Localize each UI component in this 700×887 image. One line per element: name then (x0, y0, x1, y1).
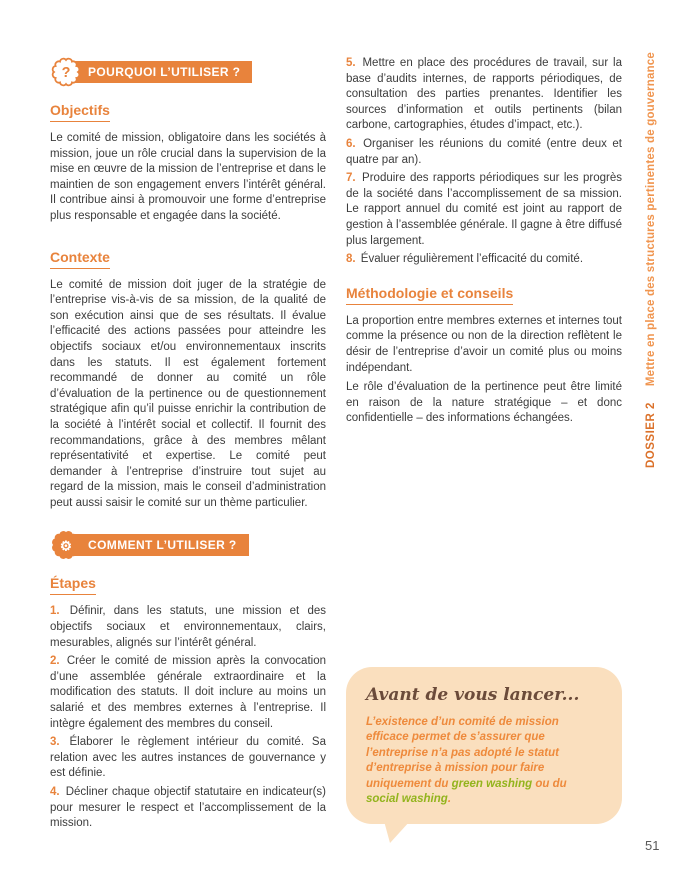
heading-objectifs: Objectifs (50, 102, 110, 122)
step-number: 5. (346, 57, 356, 69)
callout-bubble (346, 667, 622, 824)
step-number: 1. (50, 605, 60, 618)
step-item (346, 137, 622, 168)
badge-pourquoi (50, 56, 326, 88)
step-item (50, 604, 326, 651)
step-number: 3. (50, 736, 60, 749)
question-icon (50, 56, 82, 88)
step-text: Élaborer le règlement intérieur du comité. Sa relation avec les autres instances de gouvernance y est définie. (50, 736, 326, 780)
sidebar-title: Mettre en place des structures pertinentes de gouvernance (645, 51, 657, 387)
callout-text-period: . (447, 793, 452, 806)
step-text: Produire des rapports périodiques sur les progrès de la société dans l’accomplissement de sa mission. Le rapport annuel du comité est joint au rapport de gestion à l’assemblée générale. Il gagne à être diffusé plus largement. (346, 172, 623, 247)
contexte-paragraph: Le comité de mission doit juger de la stratégie de l’entreprise vis-à-vis de sa mission, de la qualité de son exécution ainsi que de ses résultats. Il évalue l’efficacité des actions passées pour atteindre les objectifs sociaux et/ou environnementaux inscrits dans les statuts. Il est également fortement recommandé de donner au comité un rôle d’évaluation de la pertinence ou de questionnement stratégique afin qu’il puisse enrichir la contribution de la société à l’intérêt social et collectif. Il fournit des recommandations, grâce à des membres mêlant représentativité et expertise. Le comité peut demander à l’entreprise d’instruire tout sujet au regard de la mission, mais le conseil d’administration peut aussi saisir le comité sur un thème particulier. (50, 278, 326, 509)
heading-contexte: Contexte (50, 249, 110, 269)
step-number: 8. (346, 253, 356, 266)
callout-title: Avant de vous lancer... (366, 684, 580, 705)
step-item (50, 735, 326, 782)
step-text: Définir, dans les statuts, une mission et des objectifs sociaux et environnementaux, clairs, mesurables, alignés sur l’intérêt général. (50, 605, 326, 649)
callout-text-middle: ou du (532, 777, 567, 790)
step-number: 7. (346, 172, 356, 185)
step-text: Décliner chaque objectif statutaire en indicateur(s) pour mesurer le respect et l’accomplissement de la mission. (50, 786, 326, 830)
left-column (50, 56, 326, 835)
step-text: Organiser les réunions du comité (entre deux et quatre par an). (346, 137, 622, 166)
step-text: Créer le comité de mission après la convocation d’une assemblée générale extraordinaire et la modification des statuts. Il doit inclure au moins un salarié et des membres externes à l’entreprise. Il intègre également des membres du conseil. (50, 655, 326, 730)
badge-comment-label: COMMENT L’UTILISER ? (73, 534, 249, 556)
gear-icon (50, 529, 82, 561)
badge-pourquoi-label: POURQUOI L’UTILISER ? (73, 61, 252, 83)
objectifs-paragraph: Le comité de mission, obligatoire dans les sociétés à mission, joue un rôle crucial dans la supervision de la mise en œuvre de la mission de l’entreprise et dans le maintien de son engagement envers l’intérêt général. Il contribue ainsi à promouvoir une forme d’entreprise plus responsable et engagée dans la société. (50, 132, 326, 222)
callout-text-lead: L’existence d’un comité de mission efficace permet de s’assurer que l’entreprise n’a pas adopté le statut d’entreprise à mission pour faire uniquement du (366, 715, 559, 790)
step-number: 6. (346, 137, 356, 150)
step-item (50, 654, 326, 732)
right-column (346, 56, 622, 835)
step-text: Mettre en place des procédures de travail, sur la base d’audits internes, de rapports périodiques, de consultation des parties prenantes. Identifier les sources d’information et outils pertinents (bilan carbone, cartographies, études d’impact, etc.). (346, 57, 622, 132)
sidebar-vertical (645, 28, 657, 468)
callout-text (366, 715, 602, 808)
step-number: 2. (50, 655, 60, 668)
badge-comment (50, 529, 326, 561)
step-item (346, 252, 622, 268)
question-glyph: ? (61, 64, 71, 81)
heading-etapes: Étapes (50, 575, 96, 595)
dossier-label: DOSSIER 2 (645, 402, 657, 468)
content-columns (50, 56, 622, 835)
gear-glyph: ⚙ (59, 538, 73, 554)
heading-methodologie: Méthodologie et conseils (346, 285, 513, 305)
step-item (346, 171, 622, 249)
callout-social-washing: social washing (366, 793, 448, 806)
step-item (50, 785, 326, 832)
page-number: 51 (645, 838, 660, 853)
callout-green-washing: green washing (451, 777, 533, 790)
methodologie-paragraph-1: La proportion entre membres externes et internes tout comme la présence ou non de la direction reflètent le désir de l’entreprise d’avoir un comité plus ou moins indépendant. (346, 314, 622, 374)
methodologie-paragraph-2: Le rôle d’évaluation de la pertinence peut être limité en raison de la nature stratégique – et donc confidentielle – des informations échangées. (346, 381, 622, 425)
step-number: 4. (50, 786, 60, 798)
step-text: Évaluer régulièrement l’efficacité du comité. (360, 253, 584, 266)
step-item (346, 56, 622, 134)
